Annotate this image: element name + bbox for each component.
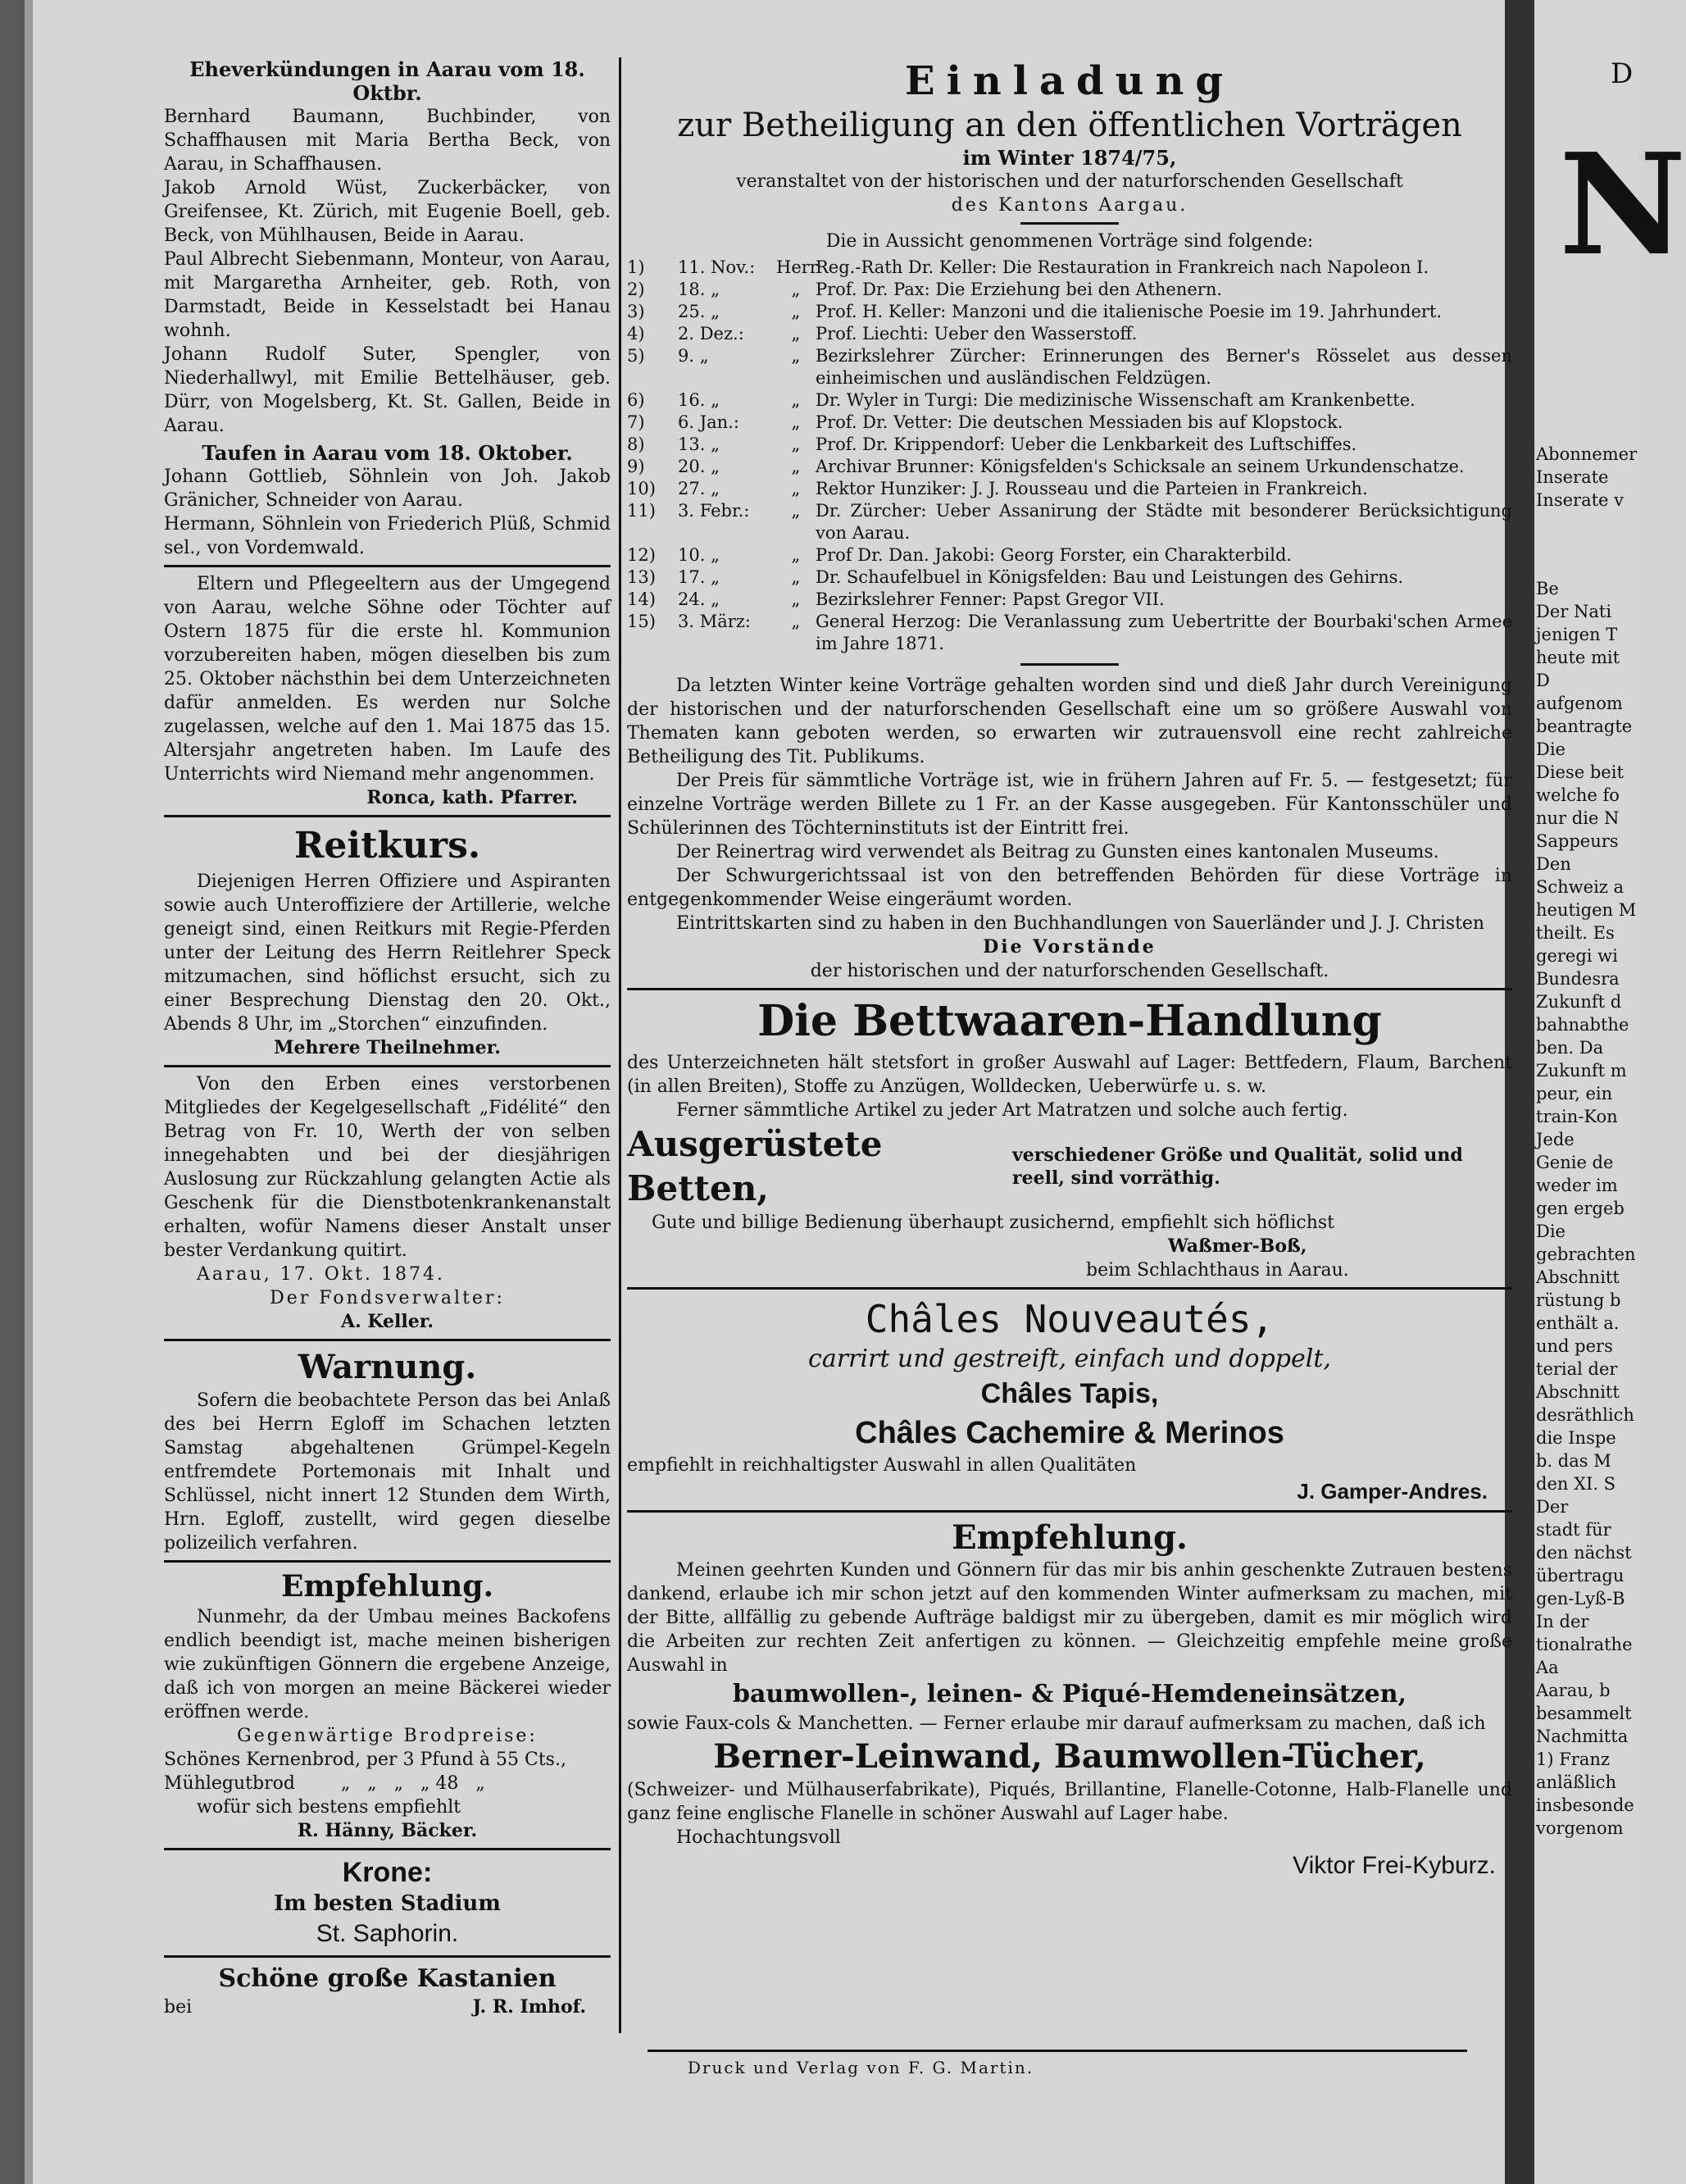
right-fragment-line: Zukunft m	[1536, 1061, 1627, 1081]
right-fragment-line: Be	[1536, 579, 1559, 598]
short-divider	[1020, 222, 1119, 225]
baptism-entry: Hermann, Söhnlein von Friederich Plüß, Schmid sel., von Vordemwald.	[164, 514, 611, 558]
right-column-fragment	[1536, 443, 1639, 1840]
lecture-date: 13. „	[678, 435, 720, 454]
empfehlung2-text: sowie Faux-cols & Manchetten. — Ferner erlaube mir darauf aufmerksam zu machen, daß ich	[627, 1713, 1486, 1734]
brod-price: Mühlegutbrod „ „ „ „ 48 „	[164, 1773, 485, 1794]
right-fragment-line: rüstung b	[1536, 1290, 1621, 1310]
lecture-number: 3)	[627, 302, 645, 321]
warnung-title: Warnung.	[298, 1348, 477, 1386]
lecture-number: 10)	[627, 479, 656, 498]
right-fragment-line: den nächst	[1536, 1543, 1632, 1563]
marriages-heading: Eheverkündungen in Aarau vom 18. Oktbr.	[189, 57, 585, 105]
right-fragment-line: geregi wi	[1536, 946, 1618, 966]
right-fragment-line: Inserate v	[1536, 490, 1624, 510]
lecture-number: 15)	[627, 612, 656, 631]
lecture-topic: Prof. Dr. Pax: Die Erziehung bei den Athenern.	[816, 280, 1223, 299]
lecture-title-prefix: „	[791, 390, 801, 410]
lecture-row	[627, 345, 1512, 389]
chales-subtitle: carrirt und gestreift, einfach und doppelt,	[808, 1345, 1331, 1373]
binding-edge	[0, 0, 25, 2184]
right-fragment-line: train-Kon	[1536, 1107, 1618, 1126]
right-fragment-line: Abschnitt	[1536, 1382, 1620, 1402]
empfehlung-signature: R. Hänny, Bäcker.	[297, 1820, 478, 1841]
lecture-date: 10. „	[678, 545, 720, 565]
lecture-title-prefix: „	[791, 280, 801, 299]
lecture-topic: Bezirkslehrer Fenner: Papst Gregor VII.	[816, 589, 1165, 609]
lecture-title-prefix: Herr	[776, 257, 818, 277]
einladung-canton: des Kantons Aargau.	[951, 195, 1188, 216]
lecture-row	[627, 389, 1512, 412]
divider	[627, 1510, 1512, 1513]
divider	[164, 565, 611, 567]
lecture-row	[627, 611, 1512, 655]
fonds-signature: A. Keller.	[341, 1311, 434, 1332]
lecture-topic: Bezirkslehrer Zürcher: Erinnerungen des Berner's Rösselet aus dessen einheimischen und ausländischen Feldzügen.	[816, 346, 1512, 388]
lecture-number: 13)	[627, 567, 656, 587]
lecture-title-prefix: „	[791, 589, 801, 609]
lecture-row	[627, 478, 1512, 500]
right-fragment-line: Diese beit	[1536, 762, 1624, 782]
lecture-number: 12)	[627, 545, 656, 565]
right-fragment-line: gen ergeb	[1536, 1199, 1625, 1218]
lecture-row	[627, 566, 1512, 589]
right-column-lines	[1536, 443, 1639, 1840]
empfehlung2-text: Meinen geehrten Kunden und Gönnern für das mir bis anhin geschenkte Zutrauen bestens dankend, erlaube ich mir schon jetzt auf den kommenden Winter aufmerksam zu machen, mit der Bitte, allfällig zu gebende Aufträge baldigst mir zu übergeben, damit es mir möglich wird die Arbeiten zur rechten Zeit anfertigen zu können. — Gleichzeitig empfehle meine große Auswahl in	[627, 1560, 1512, 1676]
lecture-number: 7)	[627, 412, 645, 432]
lecture-title-prefix: „	[791, 324, 801, 344]
right-fragment-line: theilt. Es	[1536, 923, 1615, 943]
lecture-date: 11. Nov.:	[678, 257, 756, 277]
right-fragment-line: desräthlich	[1536, 1405, 1634, 1425]
middle-column	[627, 57, 1512, 1882]
right-fragment-line: b. das M	[1536, 1451, 1611, 1471]
fonds-date: Aarau, 17. Okt. 1874.	[197, 1264, 445, 1285]
right-fragment-line: Der	[1536, 1497, 1569, 1517]
right-fragment-line: 1) Franz	[1536, 1749, 1610, 1769]
lecture-topic: Prof. Dr. Krippendorf: Ueber die Lenkbarkeit des Luftschiffes.	[816, 435, 1357, 454]
chales-cachemire: Châles Cachemire & Merinos	[855, 1416, 1284, 1450]
lecture-date: 24. „	[678, 589, 720, 609]
reitkurs-signature: Mehrere Theilnehmer.	[274, 1037, 501, 1058]
divider	[164, 1065, 611, 1067]
lecture-title-prefix: „	[791, 612, 801, 631]
bettwaaren-text: des Unterzeichneten hält stetsfort in großer Auswahl auf Lager: Bettfedern, Flaum, Barchent (in allen Breiten), Stoffe zu Anzügen, Wolldecken, Ueberwürfe u. s. w.	[627, 1053, 1512, 1097]
lecture-topic: Reg.-Rath Dr. Keller: Die Restauration in Frankreich nach Napoleon I.	[816, 257, 1429, 277]
brod-prices-heading: Gegenwärtige Brodpreise:	[237, 1726, 538, 1746]
fonds-text: Von den Erben eines verstorbenen Mitgliedes der Kegelgesellschaft „Fidélité“ den Betrag von Fr. 10, Werth der von selben innegehabten und bei der diesjährigen Auslosung zur Rückzahlung gelangten Actie als Geschenk für die Dienstbotenkrankenanstalt erhalten, wofür Namens dieser Anstalt unser bester Verdankung quitirt.	[164, 1074, 611, 1261]
right-fragment-line: übertragu	[1536, 1566, 1625, 1586]
right-fragment-line: heutigen M	[1536, 900, 1637, 920]
right-fragment-line: Aarau, b	[1536, 1681, 1611, 1700]
communion-text: Eltern und Pflegeeltern aus der Umgegend von Aarau, welche Söhne oder Töchter auf Ostern 1875 für die erste hl. Kommunion vorzubereiten haben, mögen dieselben bis zum 25. Oktober nächsthin bei dem Unterzeichneten dafür anmelden. Es werden nur Solche zugelassen, welche auf den 1. Mai 1875 das 15. Altersjahr angetreten haben. Im Laufe des Unterrichts wird Niemand mehr angenommen.	[164, 574, 611, 785]
hemden-headline: baumwollen-, leinen- & Piqué-Hemdeneinsätzen,	[732, 1680, 1407, 1709]
divider	[164, 1848, 611, 1850]
right-fragment-line: Genie de	[1536, 1153, 1614, 1172]
lecture-number: 6)	[627, 390, 645, 410]
right-fragment-line: den XI. S	[1536, 1474, 1616, 1494]
lecture-title-prefix: „	[791, 346, 801, 366]
right-fragment-line: Bundesra	[1536, 969, 1620, 989]
right-fragment-line: Der Nati	[1536, 602, 1612, 621]
right-fragment-line: terial der	[1536, 1359, 1618, 1379]
right-fragment-line: welche fo	[1536, 785, 1620, 805]
right-fragment-line: Nachmitta	[1536, 1727, 1629, 1746]
right-fragment-line: Die	[1536, 739, 1566, 759]
right-fragment-line: Aa	[1536, 1658, 1559, 1677]
lecture-topic: Prof. Liechti: Ueber den Wasserstoff.	[816, 324, 1138, 344]
bettwaaren-closing: Gute und billige Bedienung überhaupt zusichernd, empfiehlt sich höflichst	[652, 1213, 1335, 1233]
kastanien-signature: J. R. Imhof.	[472, 1996, 586, 2018]
right-fragment-line: enthält a.	[1536, 1313, 1620, 1333]
bettwaaren-text: Ferner sämmtliche Artikel zu jeder Art Matratzen und solche auch fertig.	[676, 1100, 1348, 1121]
einladung-para: Der Schwurgerichtssaal ist von den betreffenden Behörden für diese Vorträge in entgegenkommender Weise eingeräumt worden.	[627, 866, 1512, 910]
lectures-intro: Die in Aussicht genommenen Vorträge sind folgende:	[825, 231, 1314, 252]
empfehlung2-text: (Schweizer- und Mülhauserfabrikate), Piqués, Brillantine, Flanelle-Cotonne, Halb-Flanelle und ganz feine englische Flanelle in schöner Auswahl auf Lager habe.	[627, 1780, 1512, 1824]
marriage-entry: Johann Rudolf Suter, Spengler, von Niederhallwyl, mit Emilie Bettelhäuser, geb. Dürr, von Mogelsberg, Kt. St. Gallen, Beide in Aarau.	[164, 344, 611, 436]
krone-subtitle: Im besten Stadium	[274, 1891, 501, 1916]
lecture-row	[627, 456, 1512, 478]
divider	[627, 988, 1512, 990]
lecture-number: 1)	[627, 257, 645, 277]
krone-title: Krone:	[342, 1857, 433, 1888]
lecture-topic: Dr. Zürcher: Ueber Assanirung der Städte mit besonderer Berücksichtigung von Aarau.	[816, 501, 1512, 543]
lecture-row	[627, 500, 1512, 544]
lecture-title-prefix: „	[791, 479, 801, 498]
lecture-row	[627, 257, 1512, 279]
marriage-entry: Paul Albrecht Siebenmann, Monteur, von Aarau, mit Margaretha Arnheiter, geb. Roth, von Darmstadt, Beide in Kesselstadt bei Hanau wohnh.	[164, 249, 611, 341]
warnung-text: Sofern die beobachtete Person das bei Anlaß des bei Herrn Egloff im Schachen letzten Samstag abgehaltenen Grümpel-Kegeln entfremdete Portemonais mit Inhalt und Schlüssel, nicht innert 12 Stunden dem Wirth, Hrn. Egloff, zustellt, wird gegen dieselbe polizeilich verfahren.	[164, 1390, 611, 1554]
brod-price: Schönes Kernenbrod, per 3 Pfund à 55 Cts.,	[164, 1749, 566, 1770]
lecture-row	[627, 301, 1512, 323]
empfehlung2-closing: Hochachtungsvoll	[676, 1827, 841, 1848]
right-fragment-line: vorgenom	[1536, 1818, 1624, 1838]
einladung-title: Einladung	[905, 58, 1234, 104]
marriage-entry: Jakob Arnold Wüst, Zuckerbäcker, von Greifensee, Kt. Zürich, mit Eugenie Boell, geb. Beck, von Mühlhausen, Beide in Aarau.	[164, 178, 611, 246]
einladung-season: im Winter 1874/75,	[962, 146, 1177, 170]
right-fragment-line: nur die N	[1536, 808, 1620, 828]
chales-text: empfiehlt in reichhaltigster Auswahl in allen Qualitäten	[627, 1455, 1137, 1476]
lecture-topic: Archivar Brunner: Königsfelden's Schicksale an seinem Urkundenschatze.	[816, 457, 1465, 476]
lecture-date: 25. „	[678, 302, 720, 321]
right-fragment-line: gen-Lyß-B	[1536, 1589, 1625, 1608]
einladung-subtitle: zur Betheiligung an den öffentlichen Vorträgen	[677, 107, 1462, 144]
bettwaaren-signature: Waßmer-Boß,	[1168, 1235, 1307, 1257]
lecture-title-prefix: „	[791, 412, 801, 432]
lecture-number: 2)	[627, 280, 645, 299]
lecture-number: 8)	[627, 435, 645, 454]
divider	[164, 1560, 611, 1563]
short-divider	[1020, 663, 1119, 666]
empfehlung-text: Nunmehr, da der Umbau meines Backofens endlich beendigt ist, mache meinen bisherigen wie zukünftigen Gönnern die ergebene Anzeige, daß ich von morgen an meine Bäckerei wieder eröffnen werde.	[164, 1607, 611, 1722]
left-column	[164, 57, 611, 2019]
lecture-date: 17. „	[678, 567, 720, 587]
right-fragment-line: tionalrathe	[1536, 1635, 1633, 1654]
einladung-para: Der Reinertrag wird verwendet als Beitrag zu Gunsten eines kantonalen Museums.	[676, 842, 1439, 862]
masthead-fragment: N	[1559, 123, 1686, 287]
lecture-date: 3. März:	[678, 612, 751, 631]
baptisms-heading: Taufen in Aarau vom 18. Oktober.	[202, 441, 573, 465]
lecture-date: 20. „	[678, 457, 720, 476]
baptism-entry: Johann Gottlieb, Söhnlein von Joh. Jakob Gränicher, Schneider von Aarau.	[164, 466, 611, 511]
footer-rule	[648, 2050, 1467, 2052]
leinwand-headline: Berner-Leinwand, Baumwollen-Tücher,	[713, 1737, 1426, 1776]
divider	[164, 1955, 611, 1958]
right-fragment-line: die Inspe	[1536, 1428, 1616, 1448]
lecture-date: 27. „	[678, 479, 720, 498]
lecture-topic: Dr. Schaufelbuel in Königsfelden: Bau und Leistungen des Gehirns.	[816, 567, 1404, 587]
betten-headline: Ausgerüstete Betten,	[627, 1124, 883, 1208]
lecture-title-prefix: „	[791, 302, 801, 321]
right-fragment-line: peur, ein	[1536, 1084, 1613, 1103]
lecture-title-prefix: „	[791, 457, 801, 476]
lecture-number: 9)	[627, 457, 645, 476]
lecture-row	[627, 323, 1512, 345]
lecture-row	[627, 412, 1512, 434]
communion-signature: Ronca, kath. Pfarrer.	[366, 787, 578, 808]
right-fragment-line: Zukunft d	[1536, 992, 1622, 1012]
printer-imprint: Druck und Verlag von F. G. Martin.	[687, 2058, 1034, 2077]
lecture-title-prefix: „	[791, 545, 801, 565]
lecture-topic: Prof Dr. Dan. Jakobi: Georg Forster, ein Charakterbild.	[816, 545, 1293, 565]
lecture-list	[627, 257, 1512, 655]
lecture-title-prefix: „	[791, 435, 801, 454]
right-fragment-line: und pers	[1536, 1336, 1613, 1356]
lecture-title-prefix: „	[791, 567, 801, 587]
right-fragment-line: Den	[1536, 854, 1571, 874]
kastanien-title: Schöne große Kastanien	[218, 1964, 557, 1993]
right-fragment-line: jenigen T	[1536, 625, 1618, 644]
lecture-date: 18. „	[678, 280, 720, 299]
empfehlung2-signature: Viktor Frei-Kyburz.	[1293, 1852, 1496, 1879]
einladung-para: Eintrittskarten sind zu haben in den Buchhandlungen von Sauerländer und J. J. Christen	[676, 913, 1485, 934]
right-fragment-line: Abschnitt	[1536, 1267, 1620, 1287]
lecture-number: 4)	[627, 324, 645, 344]
betten-headline-row	[627, 1122, 1512, 1211]
masthead-fragment-top: D	[1611, 57, 1634, 90]
lecture-date: 3. Febr.:	[678, 501, 750, 521]
right-fragment-line: beantragte	[1536, 717, 1633, 736]
right-fragment-line: ben. Da	[1536, 1038, 1604, 1058]
lecture-topic: Dr. Wyler in Turgi: Die medizinische Wissenschaft am Krankenbette.	[816, 390, 1416, 410]
einladung-para: Der Preis für sämmtliche Vorträge ist, wie in frühern Jahren auf Fr. 5. — festgesetzt; für einzelne Vorträge werden Billete zu 1 Fr. an der Kasse ausgegeben. Für Kantonsschüler und Schülerinnen des Töchterninstituts ist der Eintritt frei.	[627, 771, 1512, 839]
lecture-date: 9. „	[678, 346, 709, 366]
right-fragment-line: Inserate	[1536, 467, 1609, 487]
binding-shadow	[25, 0, 33, 2184]
right-fragment-line: Die	[1536, 1222, 1566, 1241]
reitkurs-title: Reitkurs.	[293, 825, 481, 867]
marriage-entry: Bernhard Baumann, Buchbinder, von Schaffhausen mit Maria Bertha Beck, von Aarau, in Schaffhausen.	[164, 107, 611, 175]
lecture-date: 6. Jan.:	[678, 412, 739, 432]
lecture-date: 16. „	[678, 390, 720, 410]
einladung-para: Da letzten Winter keine Vorträge gehalten worden sind und dieß Jahr durch Vereinigung der historischen und der naturforschenden Gesellschaft eine um so größere Auswahl von Thematen kann geboten werden, so erwarten wir zutrauensvoll eine recht zahlreiche Betheiligung des Tit. Publikums.	[627, 676, 1512, 767]
right-fragment-line: weder im	[1536, 1176, 1618, 1195]
chales-title: Châles Nouveautés,	[865, 1297, 1275, 1341]
bettwaaren-address: beim Schlachthaus in Aarau.	[1086, 1260, 1349, 1281]
lecture-date: 2. Dez.:	[678, 324, 744, 344]
divider	[627, 1287, 1512, 1290]
chales-tapis: Châles Tapis,	[980, 1378, 1159, 1409]
right-fragment-line: Abonnemer	[1536, 444, 1638, 464]
right-fragment-line: Schweiz a	[1536, 877, 1625, 897]
empfehlung-closing: wofür sich bestens empfiehlt	[197, 1797, 461, 1818]
fonds-role: Der Fondsverwalter:	[270, 1288, 505, 1308]
right-fragment-line: In der	[1536, 1612, 1589, 1631]
lecture-number: 5)	[627, 346, 645, 366]
kastanien-footer	[164, 1995, 611, 2019]
divider	[164, 815, 611, 817]
right-fragment-line: bahnabthe	[1536, 1015, 1629, 1035]
right-fragment-line: insbesonde	[1536, 1795, 1634, 1815]
right-fragment-line: heute mit	[1536, 648, 1620, 667]
betten-note: verschiedener Größe und Qualität, solid und reell, sind vorräthig.	[1012, 1144, 1463, 1189]
lecture-number: 11)	[627, 501, 656, 521]
right-fragment-line: D	[1536, 671, 1550, 690]
lecture-row	[627, 279, 1512, 301]
right-fragment-line: aufgenom	[1536, 694, 1623, 713]
lecture-topic: General Herzog: Die Veranlassung zum Uebertritte der Bourbaki'schen Armee im Jahre 1871.	[816, 612, 1512, 653]
lecture-topic: Rektor Hunziker: J. J. Rousseau und die Parteien in Frankreich.	[816, 479, 1368, 498]
lecture-row	[627, 544, 1512, 566]
divider	[164, 1339, 611, 1341]
right-fragment-line: stadt für	[1536, 1520, 1611, 1540]
empfehlung2-title: Empfehlung.	[952, 1518, 1188, 1557]
einladung-signature-sub: der historischen und der naturforschenden Gesellschaft.	[810, 961, 1329, 981]
lecture-number: 14)	[627, 589, 656, 609]
lecture-row	[627, 589, 1512, 611]
einladung-organizers: veranstaltet von der historischen und der naturforschenden Gesellschaft	[736, 171, 1403, 192]
bettwaaren-title: Die Bettwaaren-Handlung	[757, 996, 1382, 1046]
kastanien-prefix: bei	[164, 1997, 193, 2018]
right-fragment-line: Jede	[1536, 1130, 1575, 1149]
right-fragment-line: Sappeurs	[1536, 831, 1619, 851]
lecture-topic: Prof. H. Keller: Manzoni und die italienische Poesie im 19. Jahrhundert.	[816, 302, 1443, 321]
einladung-signature: Die Vorstände	[983, 936, 1157, 958]
lecture-topic: Prof. Dr. Vetter: Die deutschen Messiaden bis auf Klopstock.	[816, 412, 1343, 432]
column-rule	[619, 57, 621, 2033]
krone-location: St. Saphorin.	[316, 1920, 459, 1947]
lecture-row	[627, 434, 1512, 456]
right-fragment-line: besammelt	[1536, 1704, 1632, 1723]
empfehlung-title: Empfehlung.	[281, 1569, 493, 1604]
chales-signature: J. Gamper-Andres.	[1297, 1479, 1488, 1504]
reitkurs-text: Diejenigen Herren Offiziere und Aspiranten sowie auch Unteroffiziere der Artillerie, welche geneigt sind, einen Reitkurs mit Regie-Pferden unter der Leitung des Herrn Reitlehrer Speck mitzumachen, sind höflichst ersucht, sich zu einer Besprechung Dienstag den 20. Okt., Abends 8 Uhr, im „Storchen“ einzufinden.	[164, 871, 611, 1035]
right-fragment-line: gebrachten	[1536, 1244, 1636, 1264]
right-fragment-line: anläßlich	[1536, 1772, 1617, 1792]
lecture-title-prefix: „	[791, 501, 801, 521]
